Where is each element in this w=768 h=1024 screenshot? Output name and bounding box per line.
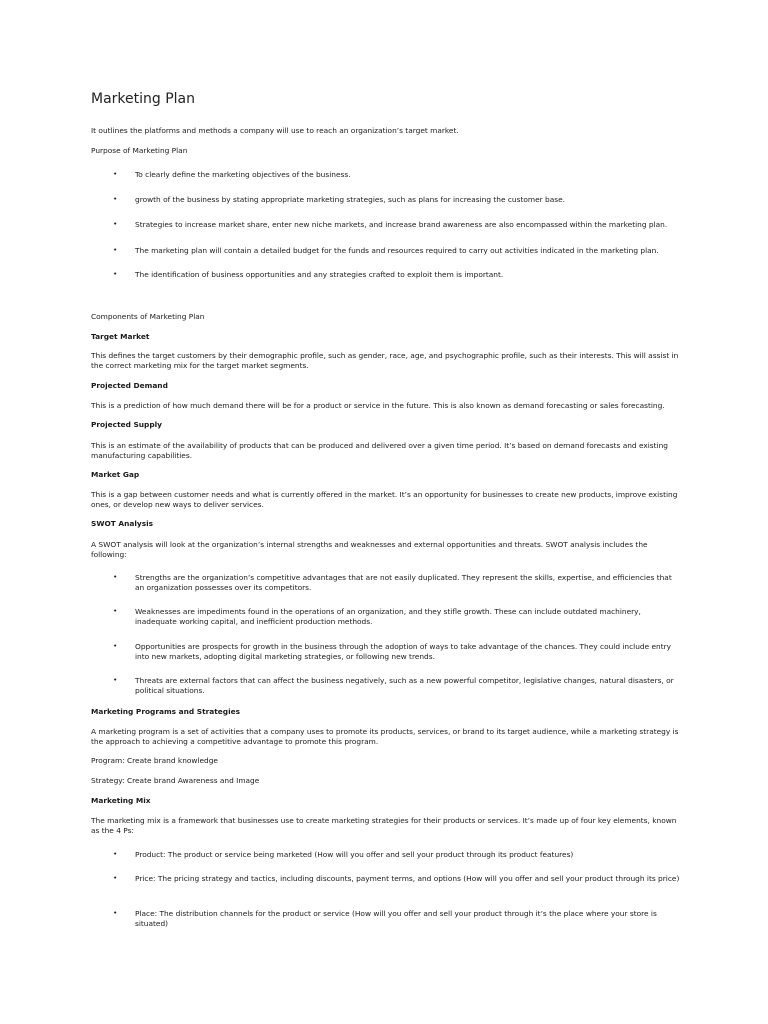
bullet: • [113, 849, 118, 858]
bullet: • [113, 641, 118, 650]
marketing-mix-heading: Marketing Mix [91, 796, 151, 805]
list-item: Weaknesses are impediments found in the operations of an organization, and they stifle growth. These can include outdated machinery, inadequate working capital, and inefficient production methods. [135, 607, 641, 626]
list-item: Price: The pricing strategy and tactics, including discounts, payment terms, and options (How will you offer and sell your product through its price) [135, 874, 680, 883]
list-item: The marketing plan will contain a detailed budget for the funds and resources required to carry out activities indicated in the marketing plan. [135, 246, 659, 255]
list-item: growth of the business by stating appropriate marketing strategies, such as plans for increasing the customer base. [135, 195, 565, 204]
target-market-heading: Target Market [91, 332, 150, 341]
list-item: The identification of business opportunities and any strategies crafted to exploit them is important. [135, 270, 504, 279]
bullet: • [113, 606, 118, 615]
list-item: To clearly define the marketing objectives of the business. [135, 170, 351, 179]
bullet: • [113, 873, 118, 882]
bullet: • [113, 219, 118, 228]
list-item: Threats are external factors that can affect the business negatively, such as a new powerful competitor, legislative changes, natural disasters, or political situations. [135, 676, 674, 695]
market-gap-text: This is a gap between customer needs and what is currently offered in the market. It’s an opportunity for businesses to create new products, improve existing ones, or develop new ways to deliver services. [91, 490, 678, 509]
target-market-text: This defines the target customers by their demographic profile, such as gender, race, age, and psychographic profile, such as their interests. This will assist in the correct marketing mix for the target market segments. [91, 351, 679, 370]
list-item: Strategies to increase market share, enter new niche markets, and increase brand awareness are also encompassed within the marketing plan. [135, 220, 668, 229]
swot-text: A SWOT analysis will look at the organization’s internal strengths and weaknesses and external opportunities and threats. SWOT analysis includes the following: [91, 540, 648, 559]
marketing-mix-text: The marketing mix is a framework that businesses use to create marketing strategies for their products or services. It’s made up of four key elements, known as the 4 Ps: [91, 816, 677, 835]
programs-heading: Marketing Programs and Strategies [91, 707, 241, 716]
strategy-line: Strategy: Create brand Awareness and Image [91, 776, 260, 785]
market-gap-heading: Market Gap [91, 470, 140, 479]
programs-text: A marketing program is a set of activities that a company uses to promote its products, services, or brand to its target audience, while a marketing strategy is the approach to achieving a competitive advantage to promote this program. [91, 727, 679, 746]
list-item: Opportunities are prospects for growth in the business through the adoption of ways to take advantage of the chances. They could include entry into new markets, adopting digital marketing strategies, or following new trends. [135, 642, 672, 661]
intro-paragraph: It outlines the platforms and methods a company will use to reach an organization’s target market. [91, 126, 459, 135]
list-item: Product: The product or service being marketed (How will you offer and sell your product through its product features) [135, 850, 574, 859]
projected-demand-text: This is a prediction of how much demand there will be for a product or service in the future. This is also known as demand forecasting or sales forecasting. [91, 401, 665, 410]
bullet: • [113, 194, 118, 203]
bullet: • [113, 169, 118, 178]
list-item: Place: The distribution channels for the product or service (How will you offer and sell your product through it’s the place where your store is situated) [135, 909, 657, 928]
program-line: Program: Create brand knowledge [91, 756, 218, 765]
projected-supply-text: This is an estimate of the availability of products that can be produced and delivered over a given time period. It’s based on demand forecasts and existing manufacturing capabilities. [91, 441, 668, 460]
bullet: • [113, 675, 118, 684]
projected-supply-heading: Projected Supply [91, 420, 162, 429]
bullet: • [113, 245, 118, 254]
swot-heading: SWOT Analysis [91, 519, 154, 528]
bullet: • [113, 269, 118, 278]
purpose-heading: Purpose of Marketing Plan [91, 146, 188, 155]
bullet: • [113, 908, 118, 917]
list-item: Strengths are the organization’s competitive advantages that are not easily duplicated. They represent the skills, expertise, and efficiencies that an organization possesses over its competitors. [135, 573, 672, 592]
components-heading: Components of Marketing Plan [91, 312, 205, 321]
page-title: Marketing Plan [91, 91, 196, 107]
bullet: • [113, 572, 118, 581]
projected-demand-heading: Projected Demand [91, 381, 168, 390]
